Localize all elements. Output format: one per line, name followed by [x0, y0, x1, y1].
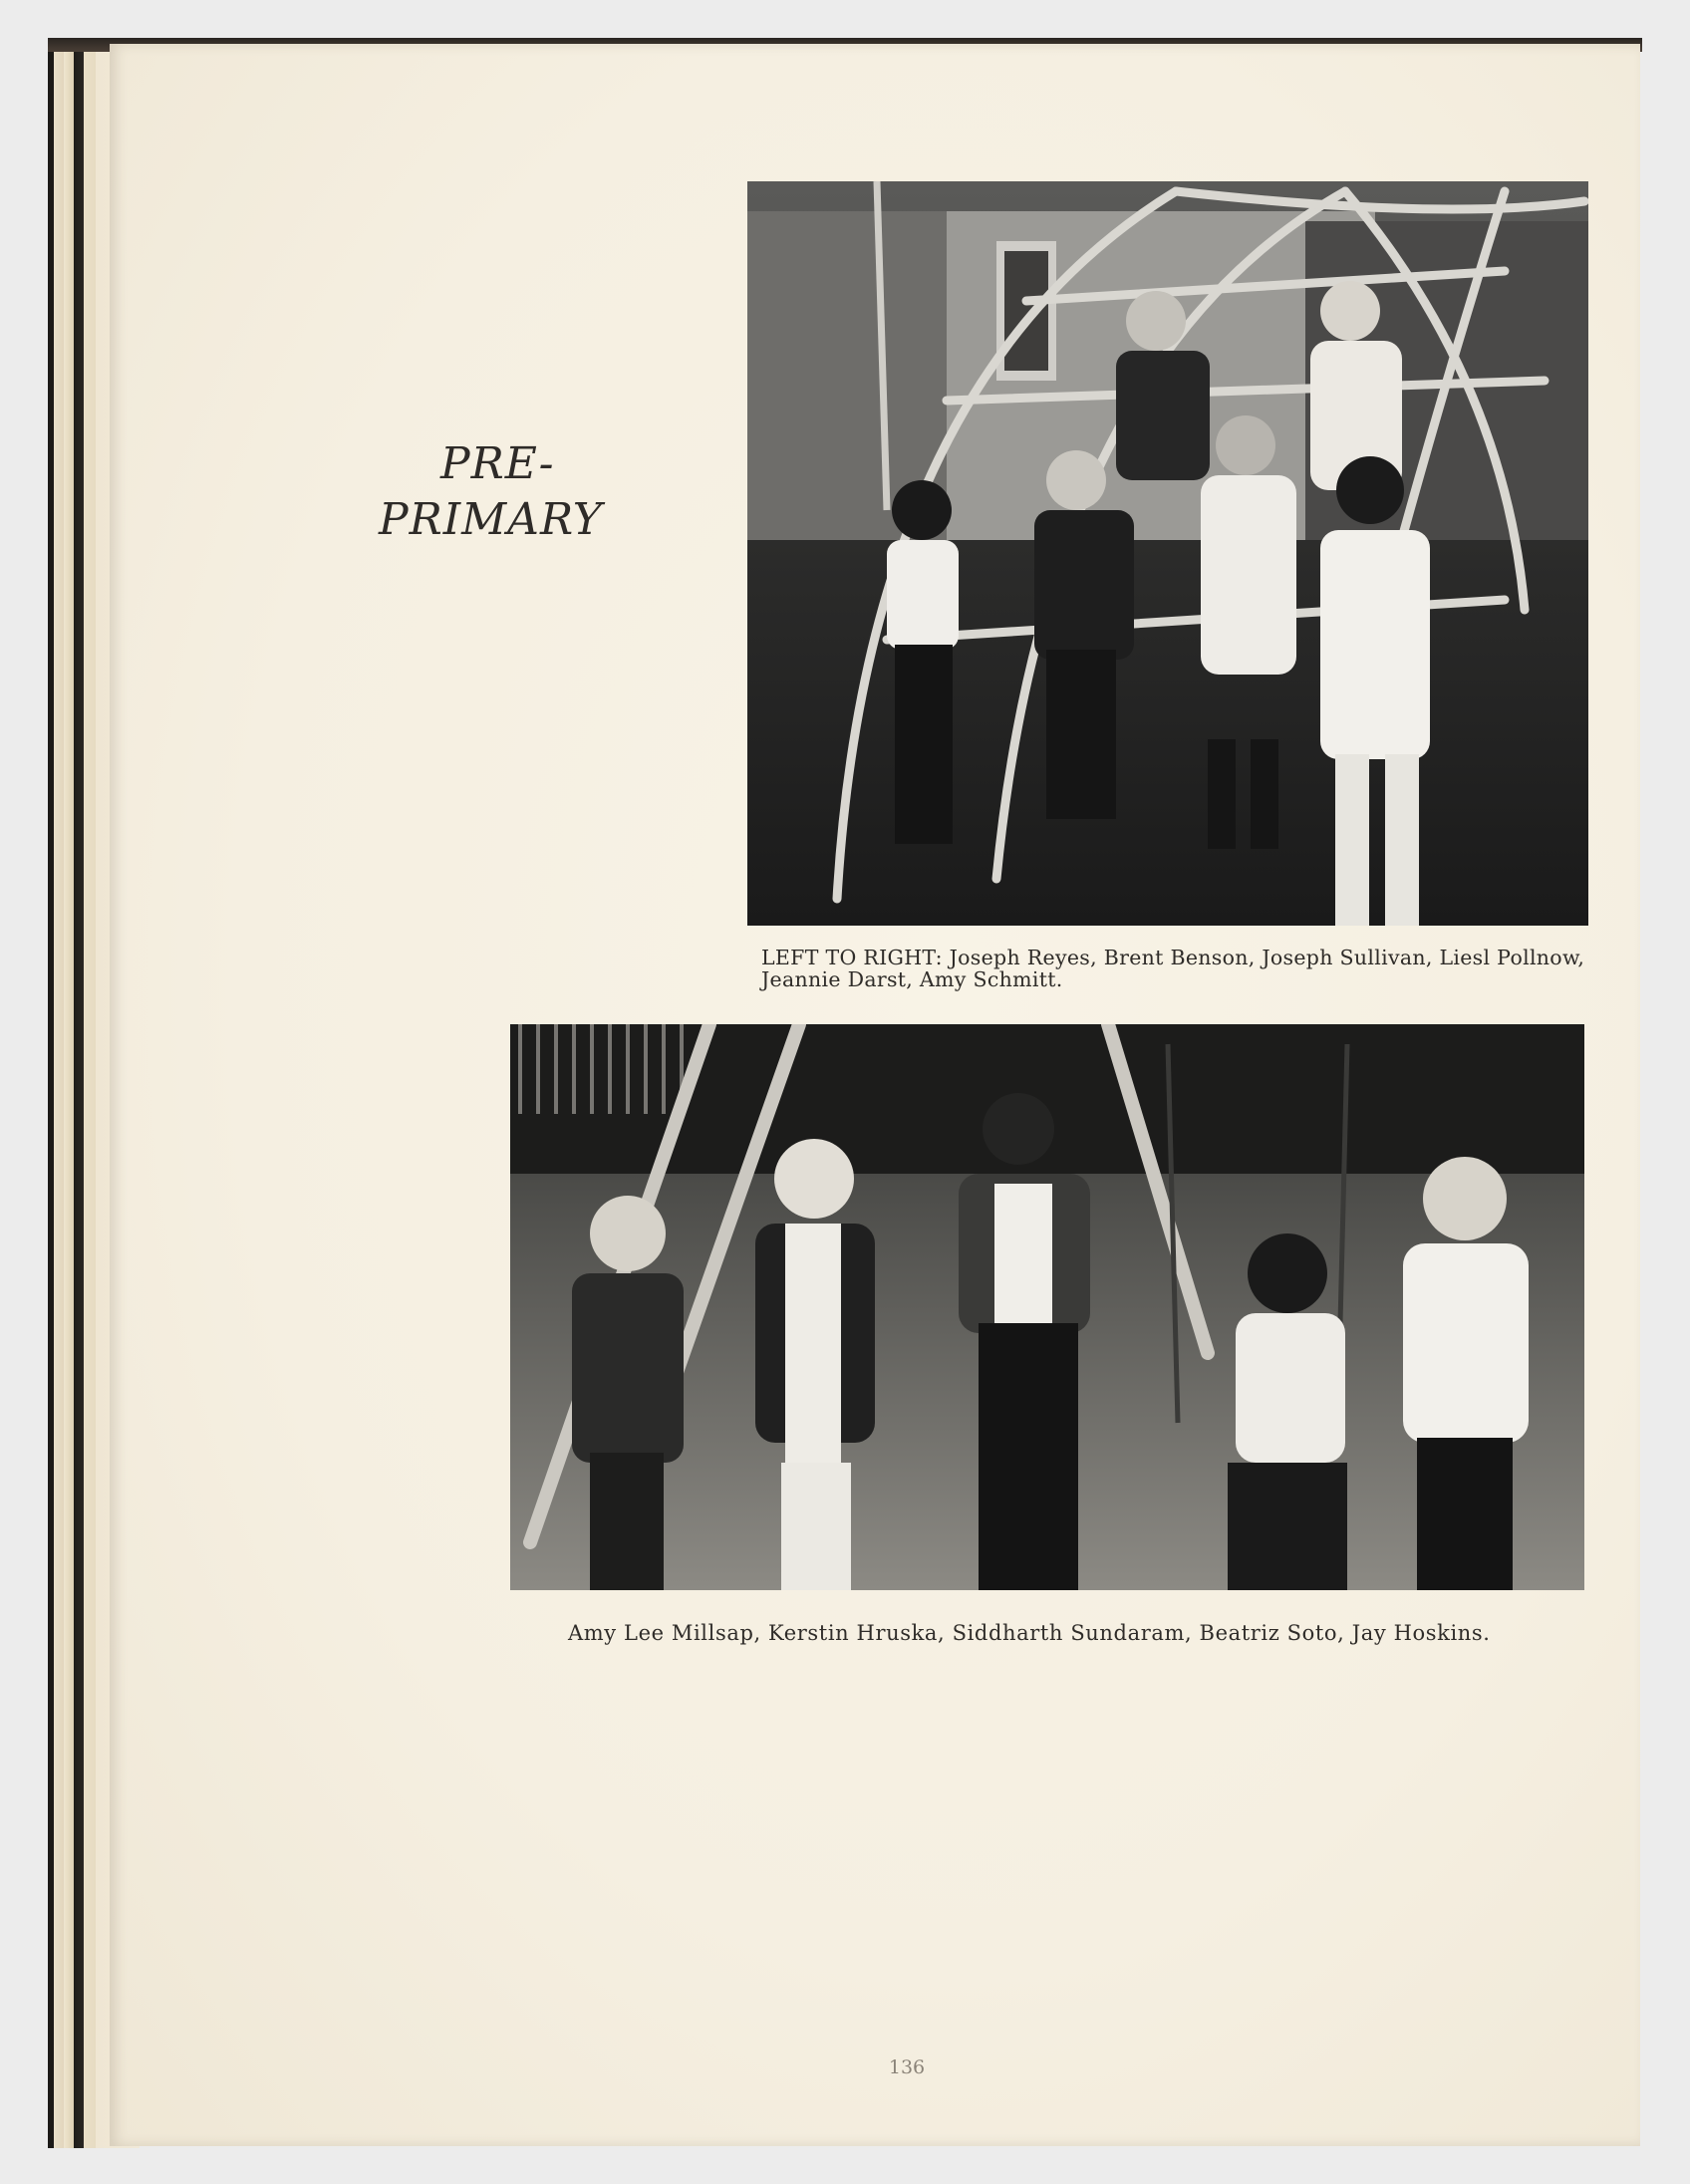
- heading-line-2: PRIMARY: [379, 494, 603, 545]
- class-photo-swings: [510, 1024, 1584, 1590]
- bottom-photo-caption: Amy Lee Millsap, Kerstin Hruska, Siddharth Sundaram, Beatriz Soto, Jay Hoskins.: [568, 1621, 1491, 1645]
- heading-line-1: PRE-: [440, 438, 555, 489]
- top-photo-caption: LEFT TO RIGHT: Joseph Reyes, Brent Benson, Joseph Sullivan, Liesl Pollnow, Jeannie Darst, Amy Schmitt.: [761, 946, 1585, 991]
- page-number: 136: [888, 2056, 926, 2078]
- section-heading: [379, 436, 638, 548]
- class-photo-climber: [747, 181, 1588, 926]
